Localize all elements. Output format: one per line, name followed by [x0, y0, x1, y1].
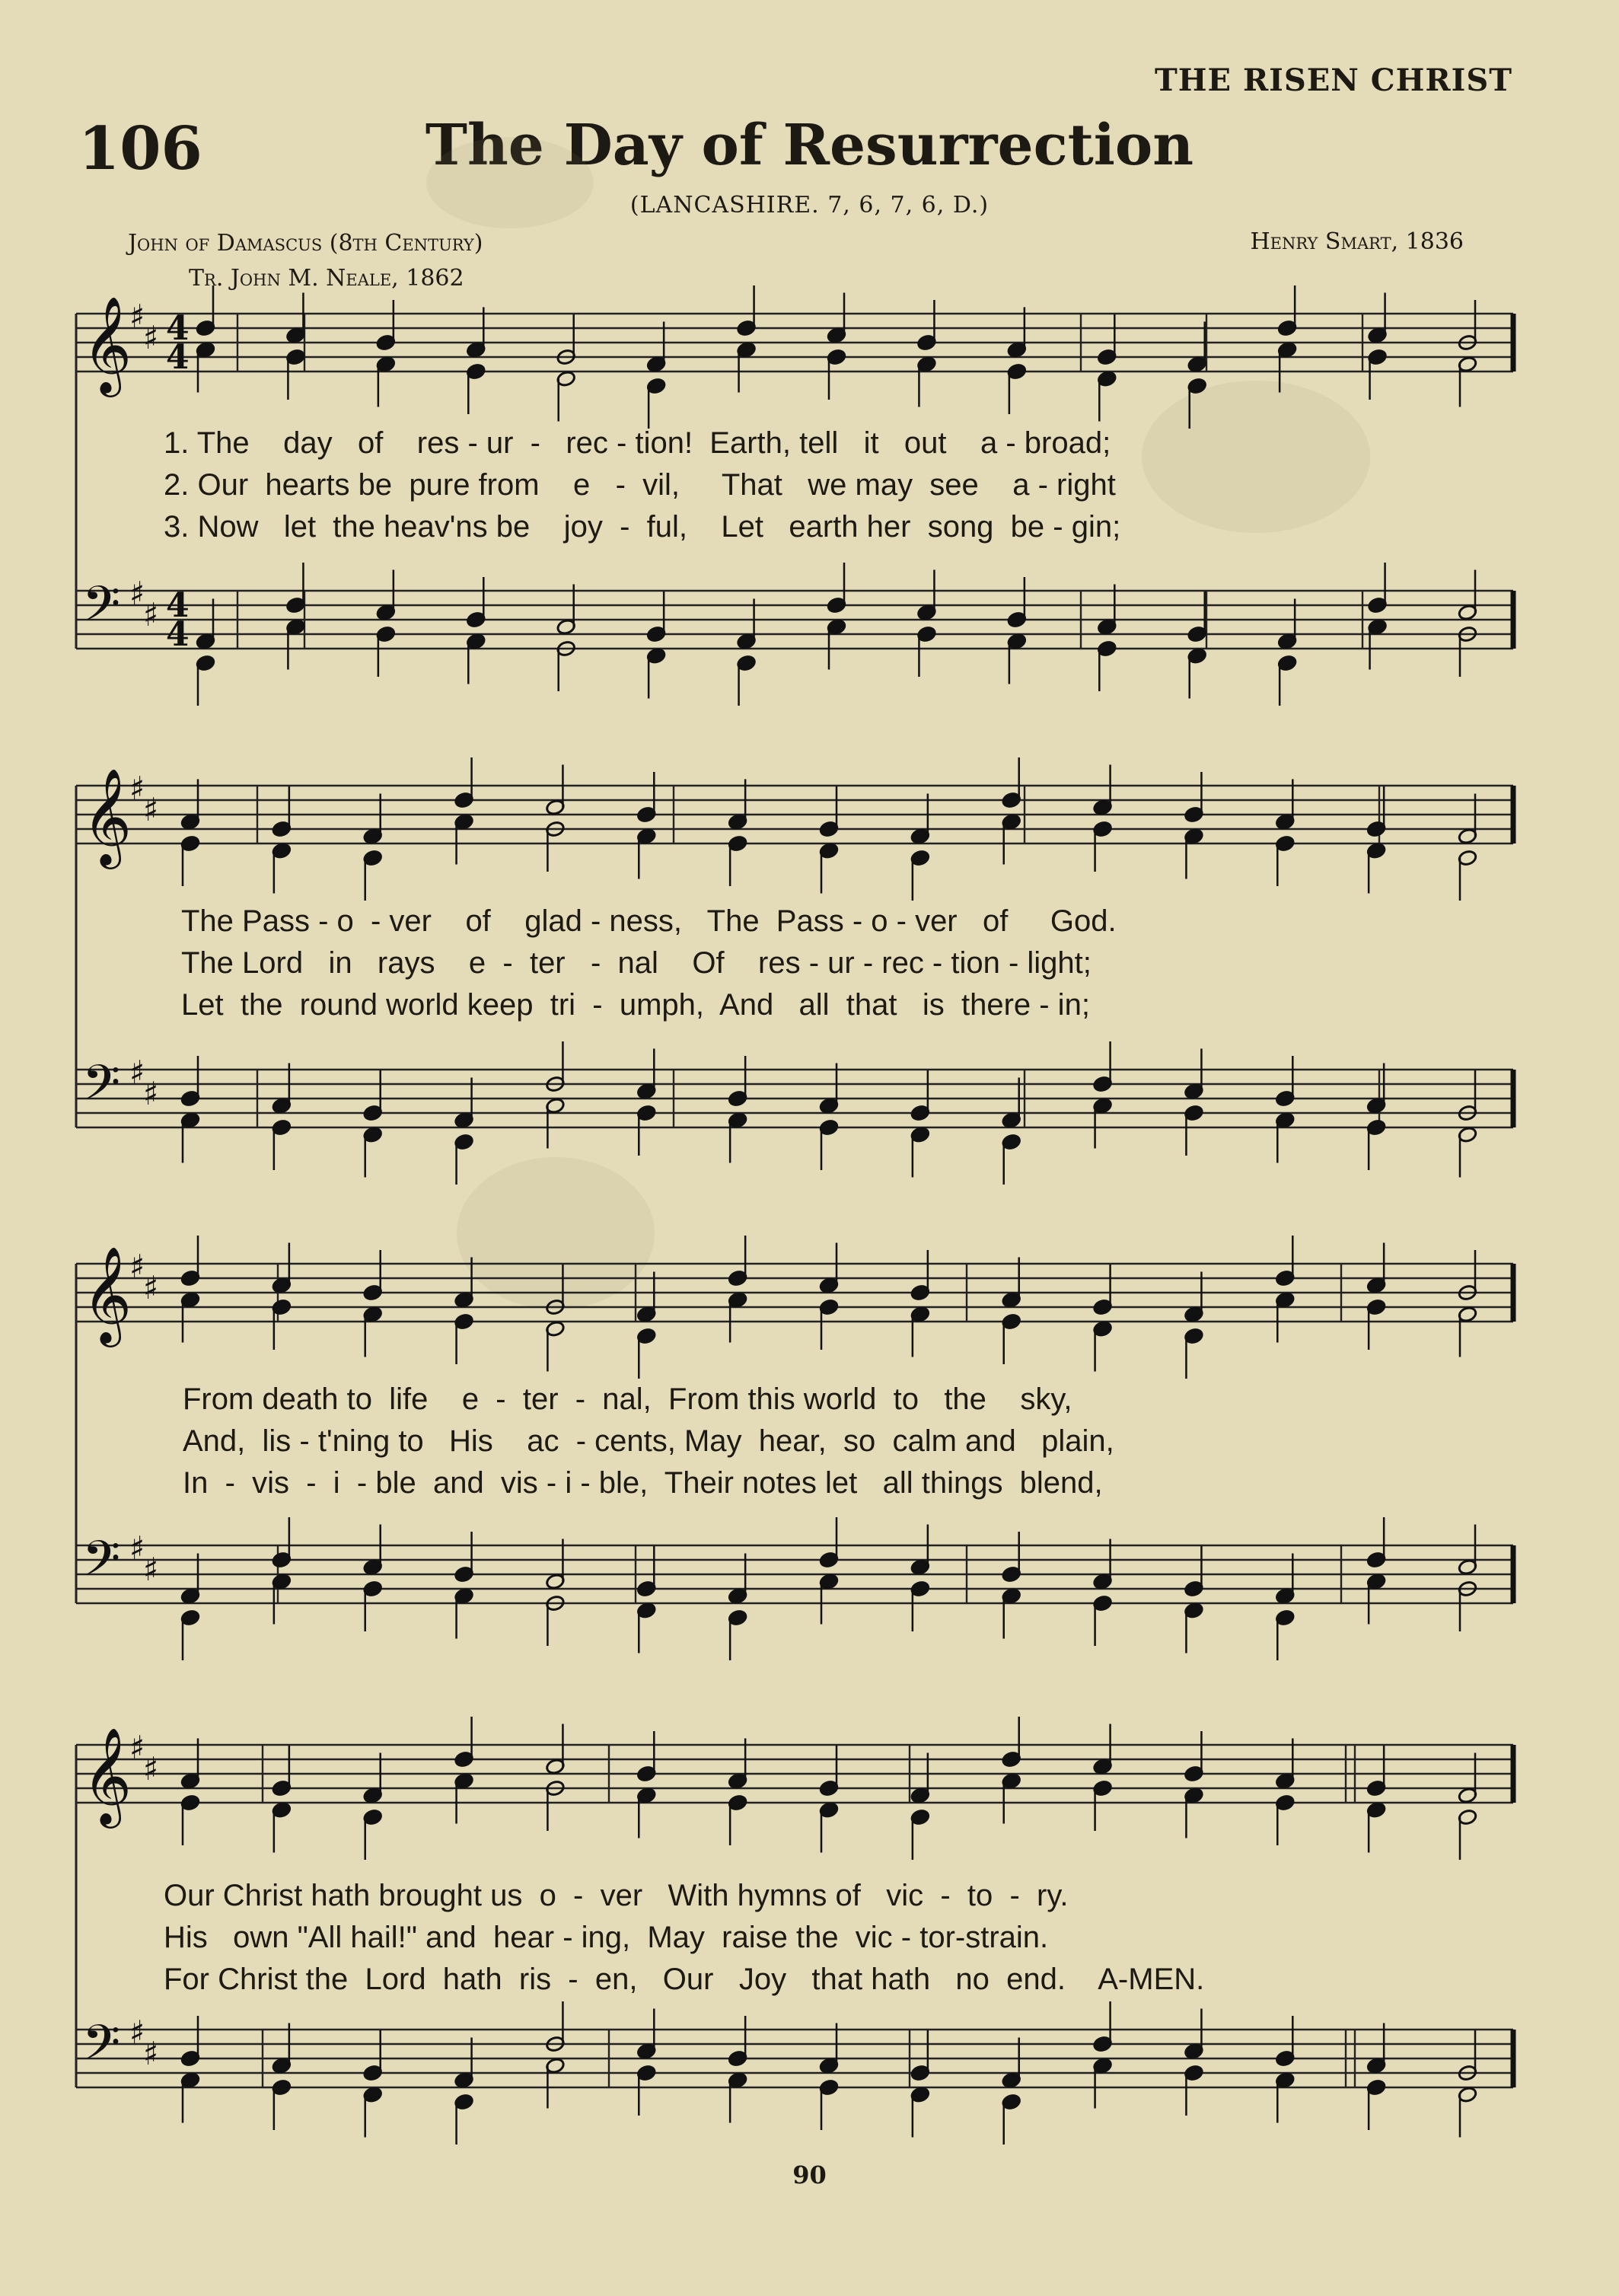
author-credit: John of Damascus (8th Century): [128, 230, 483, 257]
key-sharp-2-0-1: ♯: [143, 1269, 159, 1306]
time-sig-1-0: 4: [166, 586, 190, 625]
key-sharp-3-0-0: ♯: [129, 1729, 145, 1766]
key-sharp-3-1-0: ♯: [129, 2014, 145, 2051]
section-heading: THE RISEN CHRIST: [1154, 62, 1512, 98]
lyric-line-s4-v2: His own "All hail!" and hear - ing, May raise the vic - tor-strain.: [164, 1921, 1049, 1954]
lyric-line-s1-v2: 2. Our hearts be pure from e - vil, That we may see a - right: [164, 468, 1116, 502]
lyric-line-s1-v1: 1. The day of res - ur - rec - tion! Earth, tell it out a - broad;: [164, 426, 1111, 460]
key-sharp-0-0-1: ♯: [143, 319, 159, 356]
key-sharp-1-0-0: ♯: [129, 770, 145, 807]
lyric-line-s3-v2: And, lis - t'ning to His ac - cents, May hear, so calm and plain,: [183, 1424, 1114, 1458]
key-sharp-1-0-1: ♯: [143, 791, 159, 828]
tune-meter: (LANCASHIRE. 7, 6, 7, 6, D.): [629, 192, 990, 218]
lyric-line-s4-v1: Our Christ hath brought us o - ver With hymns of vic - to - ry.: [164, 1879, 1069, 1912]
bass-clef-1: 𝄢: [82, 1055, 121, 1124]
time-sig-0-0: 4: [166, 309, 190, 348]
bass-clef-3: 𝄢: [82, 2015, 121, 2084]
lyric-line-s3-v3: In - vis - i - ble and vis - i - ble, Their notes let all things blend,: [183, 1466, 1103, 1500]
time-sig-0-1: 4: [166, 338, 190, 377]
key-sharp-2-0-0: ♯: [129, 1248, 145, 1285]
time-sig-1-1: 4: [166, 615, 190, 654]
treble-clef-0: 𝄞: [82, 295, 132, 393]
lyric-line-s4-v3: For Christ the Lord hath ris - en, Our Joy that hath no end. A-MEN.: [164, 1963, 1205, 1996]
hymn-number: 106: [78, 114, 202, 183]
treble-clef-1: 𝄞: [82, 767, 132, 865]
bass-clef-2: 𝄢: [82, 1531, 121, 1599]
key-sharp-0-1-1: ♯: [143, 596, 159, 633]
lyric-line-s3-v1: From death to life e - ter - nal, From this world to the sky,: [183, 1382, 1072, 1416]
lyric-line-s2-v2: The Lord in rays e - ter - nal Of res - ur - rec - tion - light;: [181, 946, 1092, 980]
key-sharp-1-1-0: ♯: [129, 1054, 145, 1091]
treble-clef-3: 𝄞: [82, 1727, 132, 1824]
lyric-line-s1-v3: 3. Now let the heav'ns be joy - ful, Let earth her song be - gin;: [164, 510, 1121, 544]
composer-credit: Henry Smart, 1836: [1250, 228, 1464, 255]
key-sharp-2-1-0: ♯: [129, 1529, 145, 1567]
translator-credit: Tr. John M. Neale, 1862: [189, 265, 464, 292]
page-number: 90: [792, 2160, 827, 2189]
treble-clef-2: 𝄞: [82, 1245, 132, 1343]
key-sharp-2-1-1: ♯: [143, 1551, 159, 1588]
key-sharp-0-1-0: ♯: [129, 575, 145, 612]
key-sharp-1-1-1: ♯: [143, 1075, 159, 1112]
hymn-title: The Day of Resurrection: [425, 113, 1194, 178]
lyric-line-s2-v1: The Pass - o - ver of glad - ness, The Pass - o - ver of God.: [181, 904, 1117, 938]
key-sharp-0-0-0: ♯: [129, 298, 145, 335]
bass-clef-0: 𝄢: [82, 576, 121, 645]
key-sharp-3-0-1: ♯: [143, 1750, 159, 1787]
key-sharp-3-1-1: ♯: [143, 2035, 159, 2072]
lyric-line-s2-v3: Let the round world keep tri - umph, And all that is there - in;: [181, 988, 1090, 1022]
